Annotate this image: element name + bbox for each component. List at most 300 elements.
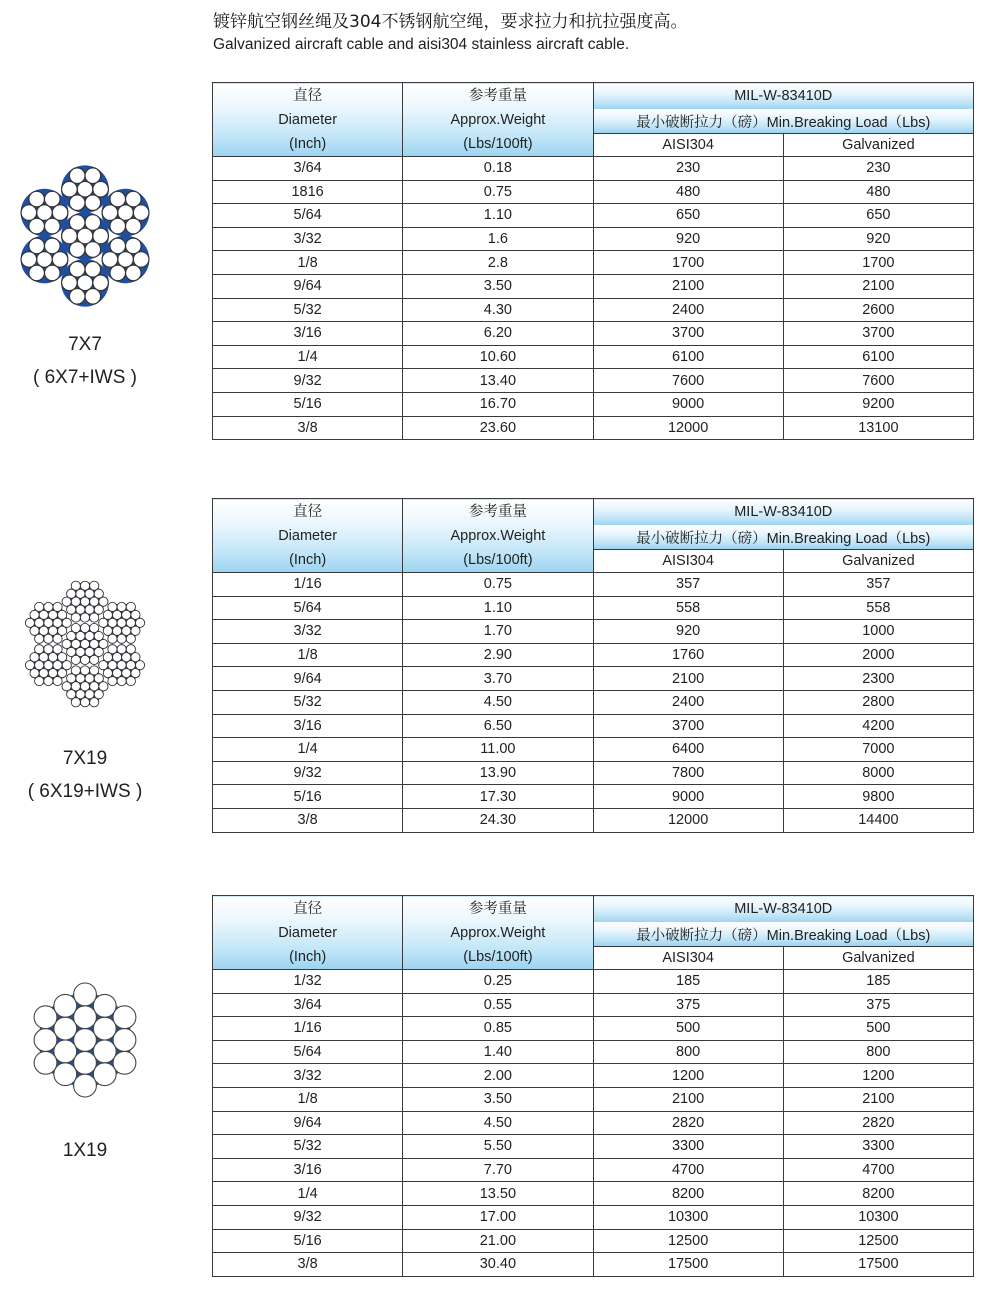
diameter-cell: 1816 xyxy=(213,180,403,204)
wire xyxy=(53,676,62,685)
aisi304-load-cell: 10300 xyxy=(593,1205,783,1229)
weight-cell: 13.40 xyxy=(403,369,593,393)
aisi304-load-cell: 12500 xyxy=(593,1229,783,1253)
spec-table-7x7 xyxy=(212,82,974,440)
7x19-cable-cross-section-icon xyxy=(18,572,152,722)
galvanized-load-cell: 185 xyxy=(783,970,973,994)
wire xyxy=(74,1051,97,1074)
galvanized-load-cell: 1700 xyxy=(783,251,973,275)
galvanized-load-cell: 7000 xyxy=(783,738,973,762)
wire xyxy=(108,602,117,611)
wire xyxy=(54,1017,77,1040)
weight-cell: 0.18 xyxy=(403,157,593,181)
table-row xyxy=(213,1205,974,1229)
weight-cell: 17.00 xyxy=(403,1205,593,1229)
wire xyxy=(85,215,101,231)
table-row xyxy=(213,1087,974,1111)
diameter-cell: 9/32 xyxy=(213,1205,403,1229)
aisi304-load-cell: 800 xyxy=(593,1040,783,1064)
wire xyxy=(93,1017,116,1040)
table-row xyxy=(213,227,974,251)
diameter-cell: 1/16 xyxy=(213,573,403,597)
wire xyxy=(74,1029,97,1052)
weight-header-unit: (Lbs/100ft) xyxy=(463,948,533,965)
wire xyxy=(113,1029,136,1052)
diameter-cell: 5/16 xyxy=(213,1229,403,1253)
table-row xyxy=(213,808,974,832)
wire xyxy=(74,983,97,1006)
galvanized-load-cell: 6100 xyxy=(783,345,973,369)
load-header: 最小破断拉力（磅）Min.Breaking Load（Lbs) xyxy=(593,525,974,550)
wire xyxy=(44,191,60,207)
wire xyxy=(110,191,126,207)
diameter-cell: 3/16 xyxy=(213,1158,403,1182)
aisi304-load-cell: 650 xyxy=(593,204,783,228)
wire xyxy=(29,238,45,254)
wire xyxy=(117,634,126,643)
spec-header: MIL-W-83410D xyxy=(593,499,974,526)
table-row xyxy=(213,369,974,393)
diameter-cell: 3/8 xyxy=(213,1253,403,1277)
galvanized-load-cell: 1200 xyxy=(783,1064,973,1088)
diameter-header xyxy=(213,83,403,157)
wire xyxy=(108,645,117,654)
galvanized-load-cell: 4200 xyxy=(783,714,973,738)
galvanized-load-cell: 800 xyxy=(783,1040,973,1064)
diameter-cell: 5/64 xyxy=(213,204,403,228)
wire xyxy=(34,1051,57,1074)
weight-cell: 2.00 xyxy=(403,1064,593,1088)
1x19-cable-cross-section-icon xyxy=(18,970,152,1110)
galvanized-load-cell: 3300 xyxy=(783,1135,973,1159)
diameter-header-unit: (Inch) xyxy=(289,948,327,965)
wire xyxy=(53,634,62,643)
aisi304-load-cell: 4700 xyxy=(593,1158,783,1182)
galvanized-load-cell: 2820 xyxy=(783,1111,973,1135)
table-row xyxy=(213,322,974,346)
weight-cell: 6.50 xyxy=(403,714,593,738)
table-row xyxy=(213,785,974,809)
weight-header xyxy=(403,83,593,157)
weight-cell: 5.50 xyxy=(403,1135,593,1159)
table-row xyxy=(213,392,974,416)
load-header: 最小破断拉力（磅）Min.Breaking Load（Lbs) xyxy=(593,109,974,134)
wire xyxy=(94,674,103,683)
diameter-cell: 3/32 xyxy=(213,1064,403,1088)
wire xyxy=(126,238,142,254)
wire xyxy=(80,666,89,675)
diameter-cell: 5/64 xyxy=(213,596,403,620)
wire xyxy=(94,631,103,640)
wire xyxy=(58,610,67,619)
wire xyxy=(44,218,60,234)
weight-cell: 23.60 xyxy=(403,416,593,440)
galvanized-load-cell: 2000 xyxy=(783,643,973,667)
7x7-cable-cross-section-icon xyxy=(18,158,152,314)
weight-cell: 0.75 xyxy=(403,180,593,204)
table-row xyxy=(213,157,974,181)
weight-cell: 3.50 xyxy=(403,274,593,298)
cable-1x19-panel xyxy=(18,970,152,1167)
weight-cell: 13.50 xyxy=(403,1182,593,1206)
weight-cell: 1.40 xyxy=(403,1040,593,1064)
wire xyxy=(74,1006,97,1029)
table-row xyxy=(213,1158,974,1182)
weight-cell: 24.30 xyxy=(403,808,593,832)
aisi304-load-cell: 357 xyxy=(593,573,783,597)
diameter-cell: 3/32 xyxy=(213,620,403,644)
diameter-cell: 5/64 xyxy=(213,1040,403,1064)
page-header xyxy=(213,10,687,56)
wire xyxy=(71,581,80,590)
table-row xyxy=(213,1182,974,1206)
galvanized-load-cell: 2100 xyxy=(783,274,973,298)
weight-cell: 4.50 xyxy=(403,690,593,714)
wire xyxy=(35,645,44,654)
aisi304-load-cell: 3700 xyxy=(593,322,783,346)
weight-cell: 4.30 xyxy=(403,298,593,322)
wire xyxy=(34,1006,57,1029)
wire xyxy=(131,610,140,619)
wire xyxy=(54,994,77,1017)
weight-cell: 11.00 xyxy=(403,738,593,762)
diameter-cell: 5/16 xyxy=(213,785,403,809)
diameter-header-cn: 直径 xyxy=(293,900,323,917)
cable-7x19-panel xyxy=(18,572,152,808)
wire xyxy=(117,602,126,611)
galvanized-load-cell: 17500 xyxy=(783,1253,973,1277)
wire xyxy=(126,634,135,643)
title-english: Galvanized aircraft cable and aisi304 stainless aircraft cable. xyxy=(213,36,630,53)
galvanized-load-cell: 4700 xyxy=(783,1158,973,1182)
diameter-cell: 9/32 xyxy=(213,369,403,393)
aisi-header: AISI304 xyxy=(593,947,783,970)
galvanized-load-cell: 12500 xyxy=(783,1229,973,1253)
aisi304-load-cell: 2820 xyxy=(593,1111,783,1135)
wire xyxy=(85,195,101,211)
weight-cell: 2.8 xyxy=(403,251,593,275)
construction-detail: ( 6X7+IWS ) xyxy=(33,367,137,388)
weight-header-en: Approx.Weight xyxy=(450,527,546,544)
galvanized-load-cell: 650 xyxy=(783,204,973,228)
wire xyxy=(85,168,101,184)
wire xyxy=(44,645,53,654)
wire xyxy=(58,653,67,662)
diameter-cell: 3/64 xyxy=(213,157,403,181)
weight-header-unit: (Lbs/100ft) xyxy=(463,551,533,568)
weight-cell: 10.60 xyxy=(403,345,593,369)
wire xyxy=(85,261,101,277)
diameter-cell: 5/32 xyxy=(213,298,403,322)
wire xyxy=(44,238,60,254)
table-row xyxy=(213,714,974,738)
aisi304-load-cell: 12000 xyxy=(593,808,783,832)
wire xyxy=(126,265,142,281)
table-row xyxy=(213,1017,974,1041)
wire xyxy=(69,261,85,277)
galvanized-load-cell: 2600 xyxy=(783,298,973,322)
diameter-cell: 5/16 xyxy=(213,392,403,416)
wire xyxy=(80,613,89,622)
wire xyxy=(80,581,89,590)
diameter-cell: 1/4 xyxy=(213,345,403,369)
wire xyxy=(110,238,126,254)
table-row xyxy=(213,1229,974,1253)
aisi304-load-cell: 1700 xyxy=(593,251,783,275)
wire xyxy=(80,623,89,632)
table-row xyxy=(213,1111,974,1135)
diameter-header-unit: (Inch) xyxy=(289,551,327,568)
table-row xyxy=(213,298,974,322)
aisi304-load-cell: 230 xyxy=(593,157,783,181)
wire xyxy=(113,1051,136,1074)
diameter-cell: 1/16 xyxy=(213,1017,403,1041)
wire xyxy=(80,655,89,664)
aisi304-load-cell: 920 xyxy=(593,227,783,251)
aisi304-load-cell: 2100 xyxy=(593,1087,783,1111)
wire xyxy=(90,613,99,622)
aisi304-load-cell: 6400 xyxy=(593,738,783,762)
aisi304-load-cell: 1760 xyxy=(593,643,783,667)
wire xyxy=(69,215,85,231)
diameter-cell: 5/32 xyxy=(213,1135,403,1159)
wire xyxy=(71,666,80,675)
weight-header-cn: 参考重量 xyxy=(468,503,527,520)
galvanized-load-cell: 1000 xyxy=(783,620,973,644)
aisi304-load-cell: 920 xyxy=(593,620,783,644)
diameter-header-en: Diameter xyxy=(278,527,338,544)
aisi304-load-cell: 1200 xyxy=(593,1064,783,1088)
wire xyxy=(34,1029,57,1052)
aisi304-load-cell: 375 xyxy=(593,993,783,1017)
galvanized-load-cell: 920 xyxy=(783,227,973,251)
table-row xyxy=(213,274,974,298)
diameter-cell: 3/16 xyxy=(213,714,403,738)
aisi304-load-cell: 17500 xyxy=(593,1253,783,1277)
cable-7x7-panel xyxy=(18,158,152,394)
weight-cell: 0.55 xyxy=(403,993,593,1017)
weight-cell: 16.70 xyxy=(403,392,593,416)
table-row xyxy=(213,643,974,667)
table-row xyxy=(213,1253,974,1277)
diameter-header-en: Diameter xyxy=(278,924,338,941)
construction-label: 7X7 xyxy=(68,334,102,355)
weight-cell: 1.10 xyxy=(403,204,593,228)
weight-header-cn: 参考重量 xyxy=(468,900,527,917)
weight-cell: 13.90 xyxy=(403,761,593,785)
galvanized-load-cell: 8000 xyxy=(783,761,973,785)
diameter-cell: 1/4 xyxy=(213,1182,403,1206)
weight-cell: 0.75 xyxy=(403,573,593,597)
wire xyxy=(80,698,89,707)
wire xyxy=(69,168,85,184)
table-row xyxy=(213,761,974,785)
diameter-cell: 1/8 xyxy=(213,251,403,275)
spec-header: MIL-W-83410D xyxy=(593,896,974,923)
table-row xyxy=(213,1135,974,1159)
weight-header-en: Approx.Weight xyxy=(450,111,546,128)
wire xyxy=(74,1074,97,1097)
table-row xyxy=(213,1040,974,1064)
wire xyxy=(93,1040,116,1063)
table-body xyxy=(213,573,974,833)
aisi304-load-cell: 2100 xyxy=(593,667,783,691)
weight-header-cn: 参考重量 xyxy=(468,87,527,104)
aisi-header: AISI304 xyxy=(593,550,783,573)
weight-cell: 4.50 xyxy=(403,1111,593,1135)
table-row xyxy=(213,993,974,1017)
aisi304-load-cell: 7600 xyxy=(593,369,783,393)
diameter-cell: 3/16 xyxy=(213,322,403,346)
diameter-cell: 9/64 xyxy=(213,667,403,691)
galvanized-load-cell: 9200 xyxy=(783,392,973,416)
diameter-header-unit: (Inch) xyxy=(289,135,327,152)
diameter-cell: 5/32 xyxy=(213,690,403,714)
galvanized-load-cell: 2300 xyxy=(783,667,973,691)
table-row xyxy=(213,620,974,644)
wire xyxy=(126,191,142,207)
wire xyxy=(126,676,135,685)
wire xyxy=(85,289,101,305)
wire xyxy=(54,1040,77,1063)
diameter-cell: 9/64 xyxy=(213,274,403,298)
galvanized-load-cell: 357 xyxy=(783,573,973,597)
wire xyxy=(93,994,116,1017)
wire xyxy=(90,698,99,707)
aisi304-load-cell: 500 xyxy=(593,1017,783,1041)
table-row xyxy=(213,204,974,228)
diameter-cell: 1/32 xyxy=(213,970,403,994)
galv-header: Galvanized xyxy=(783,550,973,573)
diameter-cell: 9/64 xyxy=(213,1111,403,1135)
wire xyxy=(85,242,101,258)
title-chinese: 镀锌航空钢丝绳及304不锈钢航空绳，要求拉力和抗拉强度高。 xyxy=(213,12,688,32)
spec-table-7x19 xyxy=(212,498,974,833)
diameter-cell: 3/32 xyxy=(213,227,403,251)
galvanized-load-cell: 10300 xyxy=(783,1205,973,1229)
aisi304-load-cell: 8200 xyxy=(593,1182,783,1206)
wire xyxy=(94,589,103,598)
galvanized-load-cell: 230 xyxy=(783,157,973,181)
table-row xyxy=(213,345,974,369)
diameter-header xyxy=(213,499,403,573)
table-row xyxy=(213,690,974,714)
aisi304-load-cell: 7800 xyxy=(593,761,783,785)
weight-cell: 3.50 xyxy=(403,1087,593,1111)
aisi304-load-cell: 2100 xyxy=(593,274,783,298)
weight-cell: 7.70 xyxy=(403,1158,593,1182)
wire xyxy=(117,645,126,654)
construction-label: 1X19 xyxy=(62,1140,108,1161)
wire xyxy=(113,1006,136,1029)
weight-cell: 2.90 xyxy=(403,643,593,667)
table-row xyxy=(213,738,974,762)
galvanized-load-cell: 375 xyxy=(783,993,973,1017)
galv-header: Galvanized xyxy=(783,947,973,970)
aisi304-load-cell: 2400 xyxy=(593,690,783,714)
diameter-header-en: Diameter xyxy=(278,111,338,128)
weight-cell: 1.6 xyxy=(403,227,593,251)
construction-detail: ( 6X19+IWS ) xyxy=(27,781,143,802)
spec-header: MIL-W-83410D xyxy=(593,83,974,110)
aisi304-load-cell: 12000 xyxy=(593,416,783,440)
galvanized-load-cell: 13100 xyxy=(783,416,973,440)
wire xyxy=(44,634,53,643)
diameter-header-cn: 直径 xyxy=(293,87,323,104)
galvanized-load-cell: 480 xyxy=(783,180,973,204)
weight-cell: 17.30 xyxy=(403,785,593,809)
aisi304-load-cell: 9000 xyxy=(593,392,783,416)
weight-header xyxy=(403,499,593,573)
diameter-header xyxy=(213,896,403,970)
wire xyxy=(54,1063,77,1086)
wire xyxy=(44,265,60,281)
table-row xyxy=(213,180,974,204)
weight-header-unit: (Lbs/100ft) xyxy=(463,135,533,152)
diameter-cell: 3/64 xyxy=(213,993,403,1017)
weight-cell: 6.20 xyxy=(403,322,593,346)
galvanized-load-cell: 3700 xyxy=(783,322,973,346)
diameter-cell: 3/8 xyxy=(213,416,403,440)
weight-cell: 1.70 xyxy=(403,620,593,644)
wire xyxy=(126,218,142,234)
wire xyxy=(90,655,99,664)
wire xyxy=(29,191,45,207)
wire xyxy=(71,623,80,632)
aisi304-load-cell: 6100 xyxy=(593,345,783,369)
galvanized-load-cell: 500 xyxy=(783,1017,973,1041)
diameter-cell: 3/8 xyxy=(213,808,403,832)
table-row xyxy=(213,596,974,620)
table-row xyxy=(213,970,974,994)
diameter-cell: 9/32 xyxy=(213,761,403,785)
aisi304-load-cell: 480 xyxy=(593,180,783,204)
wire xyxy=(35,602,44,611)
diameter-cell: 1/8 xyxy=(213,1087,403,1111)
galvanized-load-cell: 7600 xyxy=(783,369,973,393)
weight-cell: 21.00 xyxy=(403,1229,593,1253)
galvanized-load-cell: 2100 xyxy=(783,1087,973,1111)
wire xyxy=(131,653,140,662)
table-body xyxy=(213,970,974,1277)
weight-header-en: Approx.Weight xyxy=(450,924,546,941)
table-row xyxy=(213,251,974,275)
aisi304-load-cell: 3700 xyxy=(593,714,783,738)
galvanized-load-cell: 9800 xyxy=(783,785,973,809)
weight-cell: 3.70 xyxy=(403,667,593,691)
aisi304-load-cell: 2400 xyxy=(593,298,783,322)
aisi-header: AISI304 xyxy=(593,134,783,157)
table-row xyxy=(213,1064,974,1088)
wire xyxy=(44,676,53,685)
weight-header xyxy=(403,896,593,970)
galv-header: Galvanized xyxy=(783,134,973,157)
weight-cell: 30.40 xyxy=(403,1253,593,1277)
table-row xyxy=(213,416,974,440)
table-row xyxy=(213,667,974,691)
diameter-header-cn: 直径 xyxy=(293,503,323,520)
spec-table-1x19 xyxy=(212,895,974,1277)
galvanized-load-cell: 558 xyxy=(783,596,973,620)
aisi304-load-cell: 3300 xyxy=(593,1135,783,1159)
table-row xyxy=(213,573,974,597)
galvanized-load-cell: 8200 xyxy=(783,1182,973,1206)
construction-label: 7X19 xyxy=(62,748,108,769)
weight-cell: 0.25 xyxy=(403,970,593,994)
galvanized-load-cell: 2800 xyxy=(783,690,973,714)
weight-cell: 1.10 xyxy=(403,596,593,620)
table-body xyxy=(213,157,974,440)
